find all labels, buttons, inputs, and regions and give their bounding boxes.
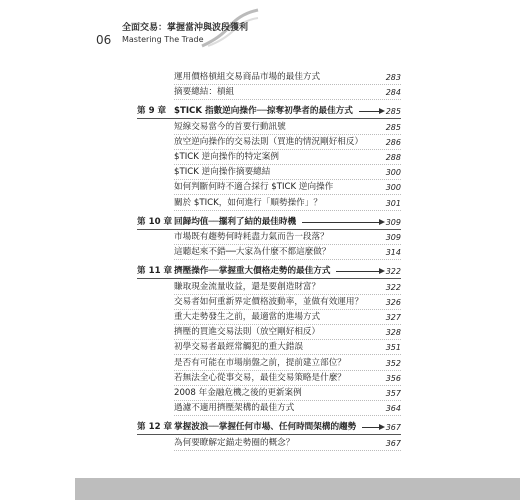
toc-item-row[interactable] [0,401,520,416]
toc-row-divider [174,259,401,260]
toc-chapter-number: 第 11 章 [137,266,173,277]
toc-arrowhead-icon [379,424,385,430]
toc-item-title: 是否有可能在市場崩盤之前，提前建立部位？ [174,357,346,368]
toc-chapter-title: $TICK 指數逆向操作──掠奪初學者的最佳方式 [174,106,353,117]
toc-chapter-title: 回歸均值──擺利了結的最佳時機 [174,216,297,227]
toc-item-row[interactable] [0,120,520,135]
toc-page-number: 286 [385,137,401,147]
footer-band [75,478,520,500]
book-subtitle: Mastering The Trade [122,35,204,44]
toc-item-row[interactable] [0,165,520,180]
toc-chapter-number: 第 12 章 [137,422,173,433]
toc-item-row[interactable] [0,135,520,150]
toc-item-row[interactable] [0,295,520,310]
toc-item-title: 市場既有趨勢何時耗盡力氣而告一段落？ [174,232,329,242]
toc-item-row[interactable] [0,436,520,451]
toc-item-title: 運用價格槓組交易商品市場的最佳方式 [174,72,321,82]
toc-item-title: 若無法全心從事交易，最佳交易策略是什麼？ [174,372,346,383]
toc-arrowhead-icon [379,108,385,114]
toc-item-title: 2008 年金融危機之後的更新案例 [174,388,302,398]
toc-page-number: 309 [385,233,401,242]
toc-page-number: 328 [385,328,401,338]
toc-item-row[interactable] [0,356,520,371]
toc-page-number: 352 [385,358,401,368]
toc-page-number: 367 [385,438,401,448]
toc-chapter-row[interactable] [0,264,520,279]
toc-item-row[interactable] [0,230,520,245]
toc-item-title: $TICK 逆向操作摘要總結 [174,167,271,178]
toc-item-title: 關於 $TICK，如何進行「順勢操作」？ [174,197,322,208]
toc-item-row[interactable] [0,70,520,85]
toc-chapter-row[interactable] [0,104,520,119]
toc-item-row[interactable] [0,245,520,260]
toc-item-row[interactable] [0,85,520,100]
toc-row-divider [174,450,401,451]
toc-item-title: 放空逆向操作的交易法則（買進的情況剛好相反） [174,136,364,147]
toc-leader-arrow [359,111,379,112]
toc-page-number: 288 [385,153,401,162]
toc-page-number: 364 [385,404,401,414]
toc-chapter-row[interactable] [0,420,520,435]
toc-arrowhead-icon [379,219,385,225]
toc-item-row[interactable] [0,386,520,401]
toc-page-number: 300 [385,183,401,193]
toc-item-title: $TICK 逆向操作的特定案例 [174,152,279,162]
toc-row-divider [174,99,401,100]
toc-page-number: 285 [385,122,401,132]
toc-item-title: 這聽起來不錯──大家為什麼不都這麼做？ [174,247,331,258]
toc-page-number: 322 [385,282,401,292]
toc-item-title: 如何判斷何時不適合採行 $TICK 逆向操作 [174,182,334,193]
toc-chapter-title: 擠壓操作──掌握重大價格走勢的最佳方式 [174,266,331,277]
toc-arrowhead-icon [379,268,385,274]
toc-item-row[interactable] [0,196,520,211]
toc-item-title: 擠壓的買進交易法則（放空剛好相反） [174,327,321,338]
toc-page-number: 356 [385,373,401,383]
toc-page-number: 327 [385,313,401,322]
toc-page-number: 357 [385,389,401,398]
toc-page-number: 309 [385,217,401,227]
toc-row-divider [174,210,401,211]
toc-item-title: 交易者如何重新界定價格波動率，並做有效運用？ [174,296,364,307]
toc-chapter-number: 第 10 章 [137,216,173,227]
toc-page-number: 285 [385,107,401,117]
toc-page-number: 322 [385,267,401,277]
toc-leader-arrow [336,271,379,272]
toc-row-divider [174,415,401,416]
toc-leader-arrow [362,427,379,428]
toc-page-number: 284 [385,88,401,98]
toc-item-row[interactable] [0,340,520,355]
toc-page-number: 300 [385,168,401,178]
toc-item-row[interactable] [0,180,520,195]
toc-page-number: 301 [385,198,401,208]
toc-chapter-number: 第 9 章 [137,106,167,117]
toc-page-number: 326 [385,297,401,307]
toc-item-title: 賺取現金流量收益，還是要創造財富？ [174,281,321,292]
toc-item-title: 短線交易當今的首要行動訊號 [174,121,286,132]
toc-item-row[interactable] [0,150,520,165]
toc-item-title: 為何要瞭解定錨走勢圈的概念？ [174,437,295,448]
toc-chapter-title: 掌握波浪──掌握任何市場、任何時間架構的趨勢 [174,422,357,433]
toc-page-number: 283 [385,73,401,82]
toc-item-row[interactable] [0,280,520,295]
toc-page-number: 351 [385,343,401,353]
page-number: 06 [96,33,112,47]
toc-page-number: 367 [385,423,401,433]
toc-item-row[interactable] [0,310,520,325]
page-header [0,0,520,48]
toc-page-number: 314 [385,248,401,258]
toc-chapter-row[interactable] [0,215,520,230]
toc-item-title: 過濾不適用擠壓架構的最佳方式 [174,403,295,414]
toc-item-row[interactable] [0,325,520,340]
toc-item-row[interactable] [0,371,520,386]
toc-item-title: 重大走勢發生之前，最適當的進場方式 [174,312,321,322]
toc-leader-arrow [302,222,379,223]
toc-item-title: 摘要總結：槓組 [174,87,235,98]
toc-item-title: 初學交易者最經常觸犯的重大錯誤 [174,342,303,353]
book-title: 全面交易：掌握當沖與波段獲利 [122,23,249,33]
